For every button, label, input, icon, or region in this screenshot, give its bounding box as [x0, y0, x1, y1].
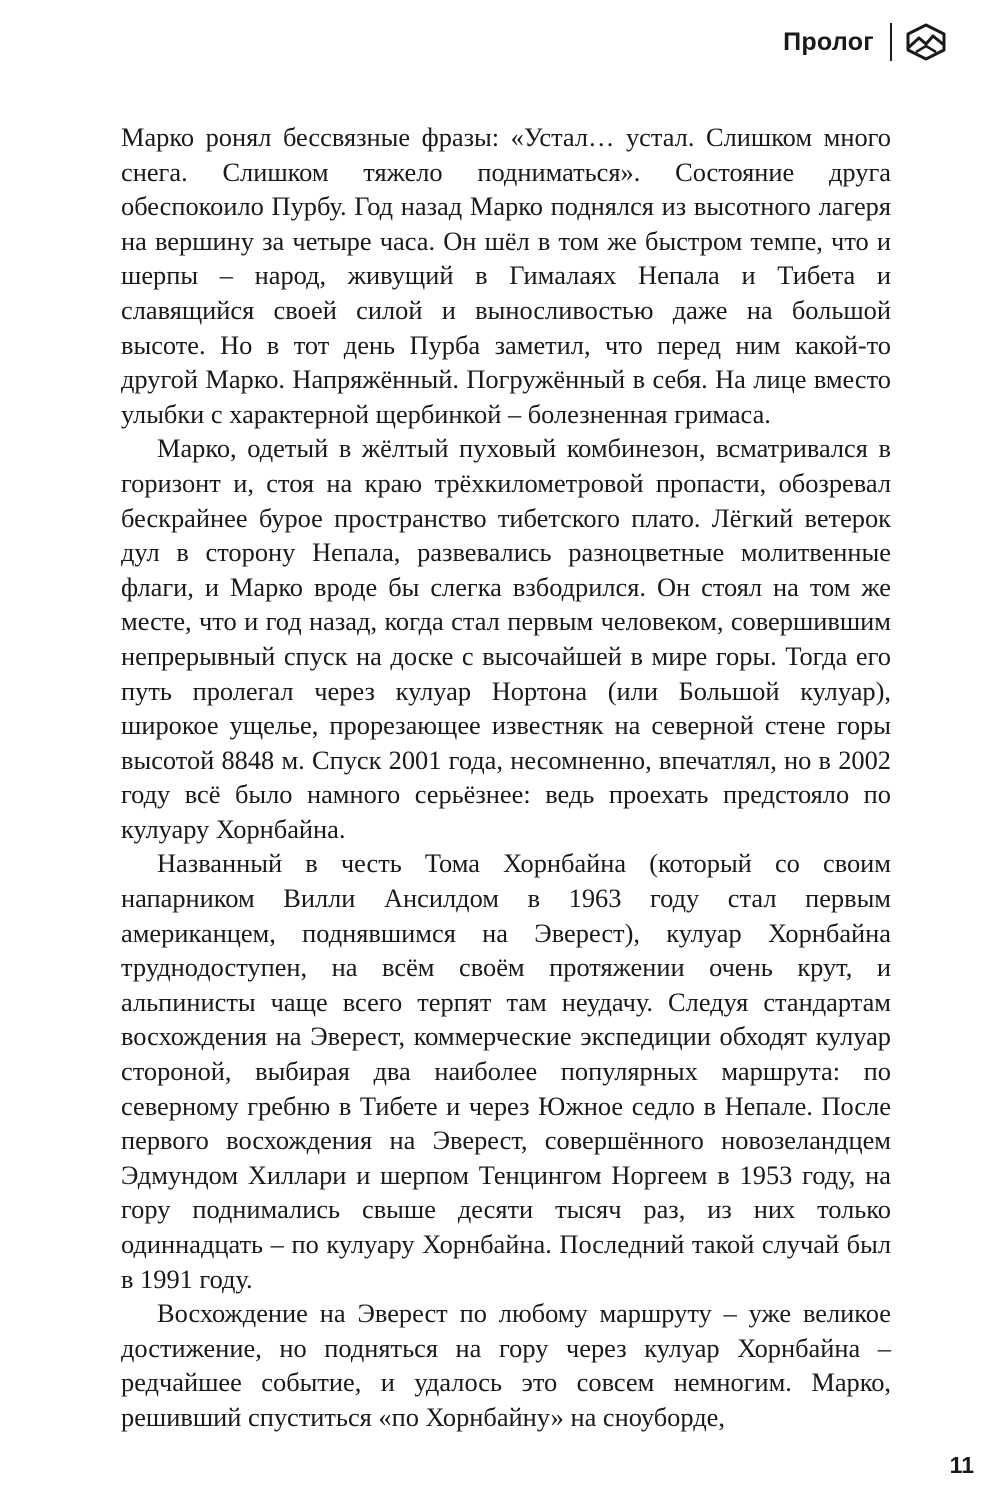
page-number: 11 [949, 1452, 974, 1478]
body-text [121, 120, 891, 1435]
paragraph-4: Восхождение на Эверест по любому маршруту – уже великое достижение, но подняться на гору через кулуар Хорнбайна – редчайшее событие, и удалось это совсем немногим. Марко, решивший спуститься «по Хорнбайну» на сноуборде, [121, 1298, 891, 1432]
chapter-title: Пролог [783, 27, 874, 56]
mountain-hexagon-icon [904, 22, 948, 62]
paragraph-2: Марко, одетый в жёлтый пуховый комбинезон, всматривался в горизонт и, стоя на краю трёхкилометровой пропасти, обозревал бескрайнее бурое пространство тибетского плато. Лёгкий ветерок дул в сторону Непала, развевались разноцветные молитвенные флаги, и Марко вроде бы слегка взбодрился. Он стоял на том же месте, что и год назад, когда стал первым человеком, совершившим непрерывный спуск на доске с высочайшей в мире горы. Тогда его путь пролегал через кулуар Нортона (или Большой кулуар), широкое ущелье, прорезающее известняк на северной стене горы высотой 8848 м. Спуск 2001 года, несомненно, впечатлял, но в 2002 году всё было намного серьёзнее: ведь проехать предстояло по кулуару Хорнбайна. [121, 433, 891, 844]
running-header [783, 22, 948, 62]
header-divider [890, 23, 892, 61]
paragraph-1: Марко ронял бессвязные фразы: «Устал… устал. Слишком много снега. Слишком тяжело подниматься». Состояние друга обеспокоило Пурбу. Год назад Марко поднялся из высотного лагеря на вершину за четыре часа. Он шёл в том же быстром темпе, что и шерпы – народ, живущий в Гималаях Непала и Тибета и славящийся своей силой и выносливостью даже на большой высоте. Но в тот день Пурба заметил, что перед ним какой-то другой Марко. Напряжённый. Погружённый в себя. На лице вместо улыбки с характерной щербинкой – болезненная гримаса. [121, 122, 891, 429]
paragraph-3: Названный в честь Тома Хорнбайна (который со своим напарником Вилли Ансилдом в 1963 году стал первым американцем, поднявшимся на Эверест), кулуар Хорнбайна труднодоступен, на всём своём протяжении очень крут, и альпинисты чаще всего терпят там неудачу. Следуя стандартам восхождения на Эверест, коммерческие экспедиции обходят кулуар стороной, выбирая два наиболее популярных маршрута: по северному гребню в Тибете и через Южное седло в Непале. После первого восхождения на Эверест, совершённого новозеландцем Эдмундом Хиллари и шерпом Тенцингом Норгеем в 1953 году, на гору поднимались свыше десяти тысяч раз, из них только одиннадцать – по кулуару Хорнбайна. Последний такой случай был в 1991 году. [121, 848, 891, 1294]
